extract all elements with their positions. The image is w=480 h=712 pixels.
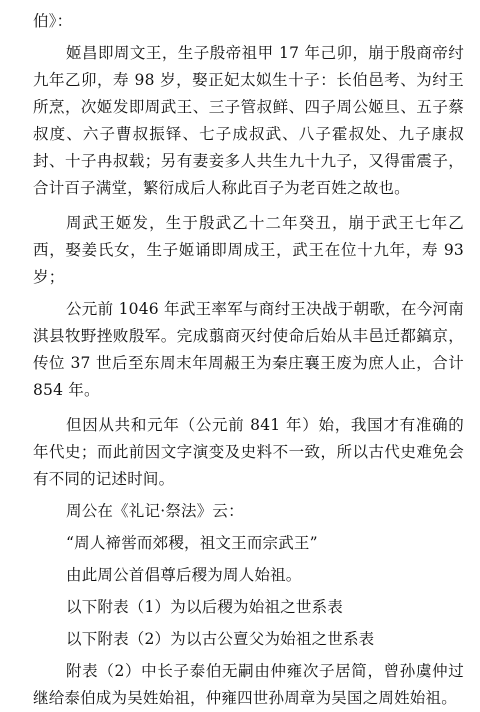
paragraph-3: 周武王姬发，生于殷武乙十二年癸丑，崩于武王七年乙西，娶姜氏女，生子姬诵即周成王，武王在位十九年，寿 93 岁； (33, 214, 464, 286)
paragraph-9: 以下附表（1）为以后稷为始祖之世系表 (66, 598, 343, 616)
paragraph-4: 公元前 1046 年武王率军与商纣王决战于朝歌，在今河南淇县牧野挫败殷军。完成翦商灭纣使命后始从丰邑迁都鎬京，传位 37 世后至东周末年周赧王为秦庄襄王废为庶人止，合计 854 年。 (33, 300, 464, 399)
paragraph-10: 以下附表（2）为以古公亶父为始祖之世系表 (66, 630, 375, 648)
paragraph-1: 伯》： (33, 12, 73, 30)
paragraph-11: 附表（2）中长子泰伯无嗣由仲雍次子居简，曾孙虞仲过继给泰伯成为吴姓始祖，仲雍四世孙周章为吴国之周姓始祖。 (33, 662, 464, 707)
paragraph-2: 姬昌即周文王，生子殷帝祖甲 17 年己卯，崩于殷商帝纣九年乙卯，寿 98 岁，娶正妃太姒生十子：长伯邑考、为纣王所烹，次姬发即周武王、三子管叔鲜、四子周公姬旦、五子蔡叔度、六子曹叔振铎、七子成叔武、八子霍叔处、九子康叔封、十子冉叔载；另有妻妾多人共生九十九子，又得雷震子，合计百子满堂，繁衍成后人称此百子为老百姓之故也。 (33, 44, 464, 197)
paragraph-8: 由此周公首倡尊后稷为周人始祖。 (66, 566, 302, 584)
paragraph-7: “周人禘喾而郊稷，祖文王而宗武王” (66, 534, 318, 552)
paragraph-6: 周公在《礼记·祭法》云： (66, 502, 244, 520)
paragraph-5: 但因从共和元年（公元前 841 年）始，我国才有准确的年代史；而此前因文字演变及史料不一致，所以古代史难免会有不同的记述时间。 (33, 416, 464, 488)
